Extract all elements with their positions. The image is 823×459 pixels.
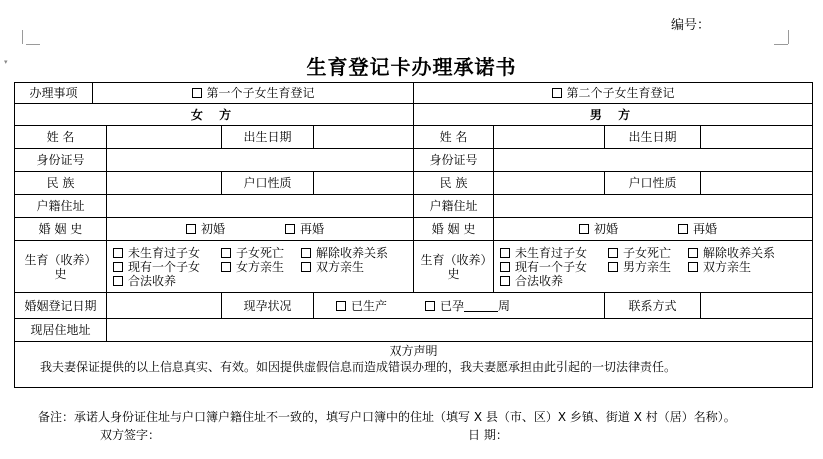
matter-option-first[interactable]: 第一个子女生育登记 [93, 83, 414, 104]
checkbox-icon[interactable] [113, 276, 123, 286]
male-first-marriage-option[interactable]: 初婚 [579, 222, 618, 236]
female-fertility-option[interactable]: 现有一个子女 [113, 260, 211, 274]
contact-label: 联系方式 [605, 293, 701, 319]
matter-label: 办理事项 [15, 83, 93, 104]
checkbox-icon[interactable] [336, 301, 346, 311]
female-hukou-type-field[interactable] [314, 172, 414, 195]
registration-form-table [14, 82, 813, 388]
pregnancy-pregnant-option[interactable]: 已孕 周 [425, 299, 510, 313]
female-fertility-options [107, 241, 414, 293]
male-fertility-label: 生育（收养）史 [414, 241, 494, 293]
female-marriage-options [107, 218, 414, 241]
checkbox-icon[interactable] [608, 248, 618, 258]
male-fertility-options [494, 241, 813, 293]
checkbox-icon[interactable] [221, 248, 231, 258]
male-birth-label: 出生日期 [605, 126, 701, 149]
female-ethnic-label: 民 族 [15, 172, 107, 195]
male-birth-field[interactable] [701, 126, 813, 149]
current-addr-field[interactable] [107, 319, 813, 342]
reg-date-label: 婚姻登记日期 [15, 293, 107, 319]
male-ethnic-field[interactable] [494, 172, 605, 195]
checkbox-icon[interactable] [500, 262, 510, 272]
checkbox-icon[interactable] [678, 224, 688, 234]
reg-date-field[interactable] [107, 293, 222, 319]
crop-mark-top-left-h [26, 44, 40, 45]
checkbox-icon[interactable] [113, 248, 123, 258]
female-remarriage-option[interactable]: 再婚 [285, 222, 324, 236]
pregnancy-delivered-option[interactable]: 已生产 [336, 299, 387, 313]
male-marriage-label: 婚 姻 史 [414, 218, 494, 241]
margin-arrow-icon: ▾ [4, 58, 8, 66]
checkbox-icon[interactable] [301, 248, 311, 258]
checkbox-icon[interactable] [301, 262, 311, 272]
female-birth-field[interactable] [314, 126, 414, 149]
male-hukou-type-label: 户口性质 [605, 172, 701, 195]
contact-field[interactable] [701, 293, 813, 319]
male-hukou-addr-field[interactable] [494, 195, 813, 218]
male-fertility-option[interactable]: 未生育过子女 [500, 246, 598, 260]
female-header: 女 方 [15, 104, 414, 126]
serial-number-label: 编号： [671, 18, 711, 33]
current-address-row [15, 319, 813, 342]
ethnic-row [15, 172, 813, 195]
checkbox-icon[interactable] [500, 248, 510, 258]
crop-mark-top-right [788, 30, 789, 44]
checkbox-icon[interactable] [425, 301, 435, 311]
crop-mark-top-left [22, 30, 23, 44]
matter-row [15, 83, 813, 104]
checkbox-icon[interactable] [688, 248, 698, 258]
crop-mark-top-right-h [774, 44, 788, 45]
pregnancy-label: 现孕状况 [222, 293, 314, 319]
male-fertility-option[interactable]: 现有一个子女 [500, 260, 598, 274]
female-fertility-option[interactable]: 合法收养 [113, 274, 176, 288]
id-row [15, 149, 813, 172]
checkbox-icon[interactable] [285, 224, 295, 234]
signature-label: 双方签字： [100, 428, 161, 442]
date-label: 日 期： [468, 428, 508, 442]
checkbox-icon[interactable] [500, 276, 510, 286]
footer-note: 备注：承诺人身份证住址与户口簿户籍住址不一致的，填写户口簿中的住址（填写 X 县（市、区）X 乡镇、街道 X 村（居）名称）。 [38, 410, 736, 424]
male-header: 男 方 [414, 104, 813, 126]
male-fertility-option[interactable]: 解除收养关系 [688, 246, 775, 260]
checkbox-icon[interactable] [113, 262, 123, 272]
checkbox-icon[interactable] [186, 224, 196, 234]
checkbox-icon[interactable] [579, 224, 589, 234]
hukou-address-row [15, 195, 813, 218]
female-fertility-option[interactable]: 解除收养关系 [301, 246, 388, 260]
name-row [15, 126, 813, 149]
male-name-label: 姓 名 [414, 126, 494, 149]
current-addr-label: 现居住地址 [15, 319, 107, 342]
declaration-row [15, 342, 813, 388]
male-fertility-option[interactable]: 男方亲生 [608, 260, 678, 274]
female-marriage-label: 婚 姻 史 [15, 218, 107, 241]
fertility-row [15, 241, 813, 293]
female-name-label: 姓 名 [15, 126, 107, 149]
declaration-title: 双方声明 [389, 344, 438, 358]
pregnancy-options [314, 293, 605, 319]
female-id-field[interactable] [107, 149, 414, 172]
male-marriage-options [494, 218, 813, 241]
checkbox-icon[interactable] [552, 88, 562, 98]
checkbox-icon[interactable] [221, 262, 231, 272]
male-id-label: 身份证号 [414, 149, 494, 172]
matter-option-second[interactable]: 第二个子女生育登记 [414, 83, 813, 104]
male-hukou-type-field[interactable] [701, 172, 813, 195]
female-id-label: 身份证号 [15, 149, 107, 172]
female-fertility-option[interactable]: 未生育过子女 [113, 246, 211, 260]
male-fertility-option[interactable]: 合法收养 [500, 274, 563, 288]
female-hukou-addr-label: 户籍住址 [15, 195, 107, 218]
page-title: 生育登记卡办理承诺书 [306, 55, 517, 79]
checkbox-icon[interactable] [608, 262, 618, 272]
female-first-marriage-option[interactable]: 初婚 [186, 222, 225, 236]
checkbox-icon[interactable] [688, 262, 698, 272]
male-name-field[interactable] [494, 126, 605, 149]
party-header-row [15, 104, 813, 126]
weeks-blank[interactable] [464, 300, 498, 312]
male-id-field[interactable] [494, 149, 813, 172]
female-fertility-option[interactable]: 女方亲生 [221, 260, 291, 274]
female-hukou-addr-field[interactable] [107, 195, 414, 218]
female-name-field[interactable] [107, 126, 222, 149]
female-hukou-type-label: 户口性质 [222, 172, 314, 195]
declaration-cell [15, 342, 813, 388]
male-fertility-option[interactable]: 子女死亡 [608, 246, 678, 260]
declaration-text: 我夫妻保证提供的以上信息真实、有效。如因提供虚假信息而造成错误办理的，我夫妻愿承担由此引起的一切法律责任。 [40, 360, 677, 374]
male-ethnic-label: 民 族 [414, 172, 494, 195]
male-remarriage-option[interactable]: 再婚 [678, 222, 717, 236]
female-fertility-option[interactable]: 双方亲生 [301, 260, 364, 274]
registration-pregnancy-row [15, 293, 813, 319]
female-fertility-label: 生育（收养）史 [15, 241, 107, 293]
checkbox-icon[interactable] [192, 88, 202, 98]
female-fertility-option[interactable]: 子女死亡 [221, 246, 291, 260]
marriage-row [15, 218, 813, 241]
male-fertility-option[interactable]: 双方亲生 [688, 260, 751, 274]
female-birth-label: 出生日期 [222, 126, 314, 149]
male-hukou-addr-label: 户籍住址 [414, 195, 494, 218]
female-ethnic-field[interactable] [107, 172, 222, 195]
